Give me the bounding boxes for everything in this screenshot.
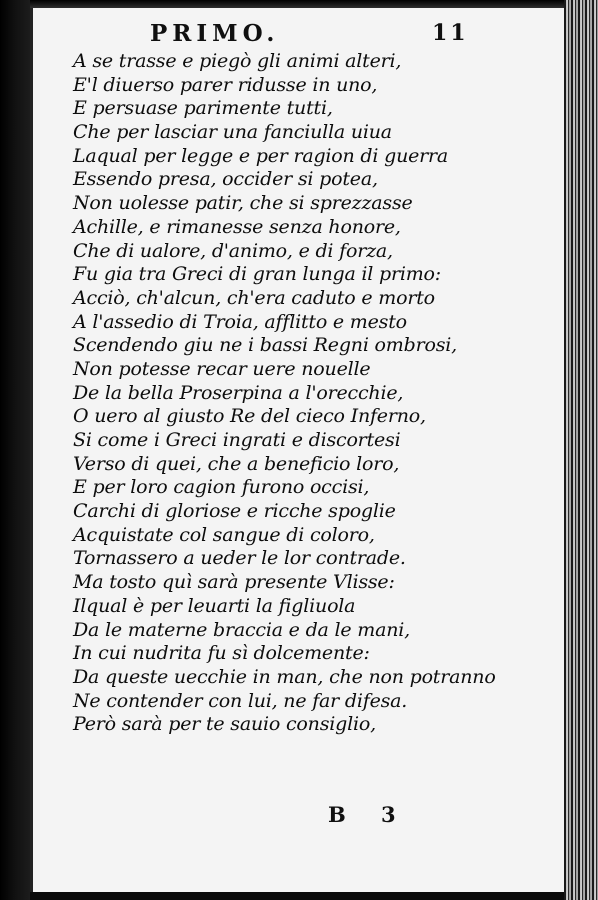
verse-line: E per loro cagion furono occisi, <box>73 476 370 499</box>
verse-line: Verso di quei, che a beneficio loro, <box>73 452 400 475</box>
verse-line: Carchi di gloriose e ricche spoglie <box>73 500 396 523</box>
verse-line: Non uolesse patir, che si sprezzasse <box>73 192 413 215</box>
verse-line: Acquistate col sangue di coloro, <box>73 523 375 546</box>
folio-number: 11 <box>432 20 469 46</box>
verse-line: Si come i Greci ingrati e discortesi <box>73 429 401 451</box>
verse-list <box>73 50 496 737</box>
verse-line: O uero al giusto Re del cieco Inferno, <box>73 405 426 428</box>
verse-line: Tornassero a ueder le lor contrade. <box>73 547 406 570</box>
verse-line: Essendo presa, occider si potea, <box>73 168 378 191</box>
verse-line: E persuase parimente tutti, <box>73 97 333 120</box>
verse-line: De la bella Proserpina a l'orecchie, <box>73 381 404 404</box>
verse-line: A l'assedio di Troia, afflitto e mesto <box>73 310 407 333</box>
verse-line: Che per lasciar una fanciulla uiua <box>73 121 392 144</box>
running-head: PRIMO. <box>150 20 280 47</box>
verse-line: Acciò, ch'alcun, ch'era caduto e morto <box>73 286 435 309</box>
verse-line: A se trasse e piegò gli animi alteri, <box>73 50 402 72</box>
verse-line: Non potesse recar uere nouelle <box>73 357 371 380</box>
verse-line: Però sarà per te sauio consiglio, <box>73 713 376 736</box>
page-stack-edges <box>564 0 598 900</box>
verse-line: In cui nudrita fu sì dolcemente: <box>73 642 370 665</box>
verse-line: Ma tosto quì sarà presente Vlisse: <box>73 571 395 594</box>
verse-line: Che di ualore, d'animo, e di forza, <box>73 239 393 262</box>
signature-mark: B 3 <box>328 802 410 827</box>
verse-line: Fu gia tra Greci di gran lunga il primo: <box>73 263 441 286</box>
verse-line: Da queste uecchie in man, che non potranno <box>73 665 496 688</box>
verse-line: Ne contender con lui, ne far difesa. <box>73 689 408 712</box>
verse-line: Scendendo giu ne i bassi Regni ombrosi, <box>73 334 457 357</box>
binding-shadow <box>0 0 30 900</box>
verse-line: E'l diuerso parer ridusse in uno, <box>73 73 378 96</box>
verse-line: Achille, e rimanesse senza honore, <box>73 215 401 238</box>
verse-line: Da le materne braccia e da le mani, <box>73 618 410 641</box>
verse-line: Ilqual è per leuarti la figliuola <box>73 594 356 617</box>
verse-line: Laqual per legge e per ragion di guerra <box>73 144 449 167</box>
